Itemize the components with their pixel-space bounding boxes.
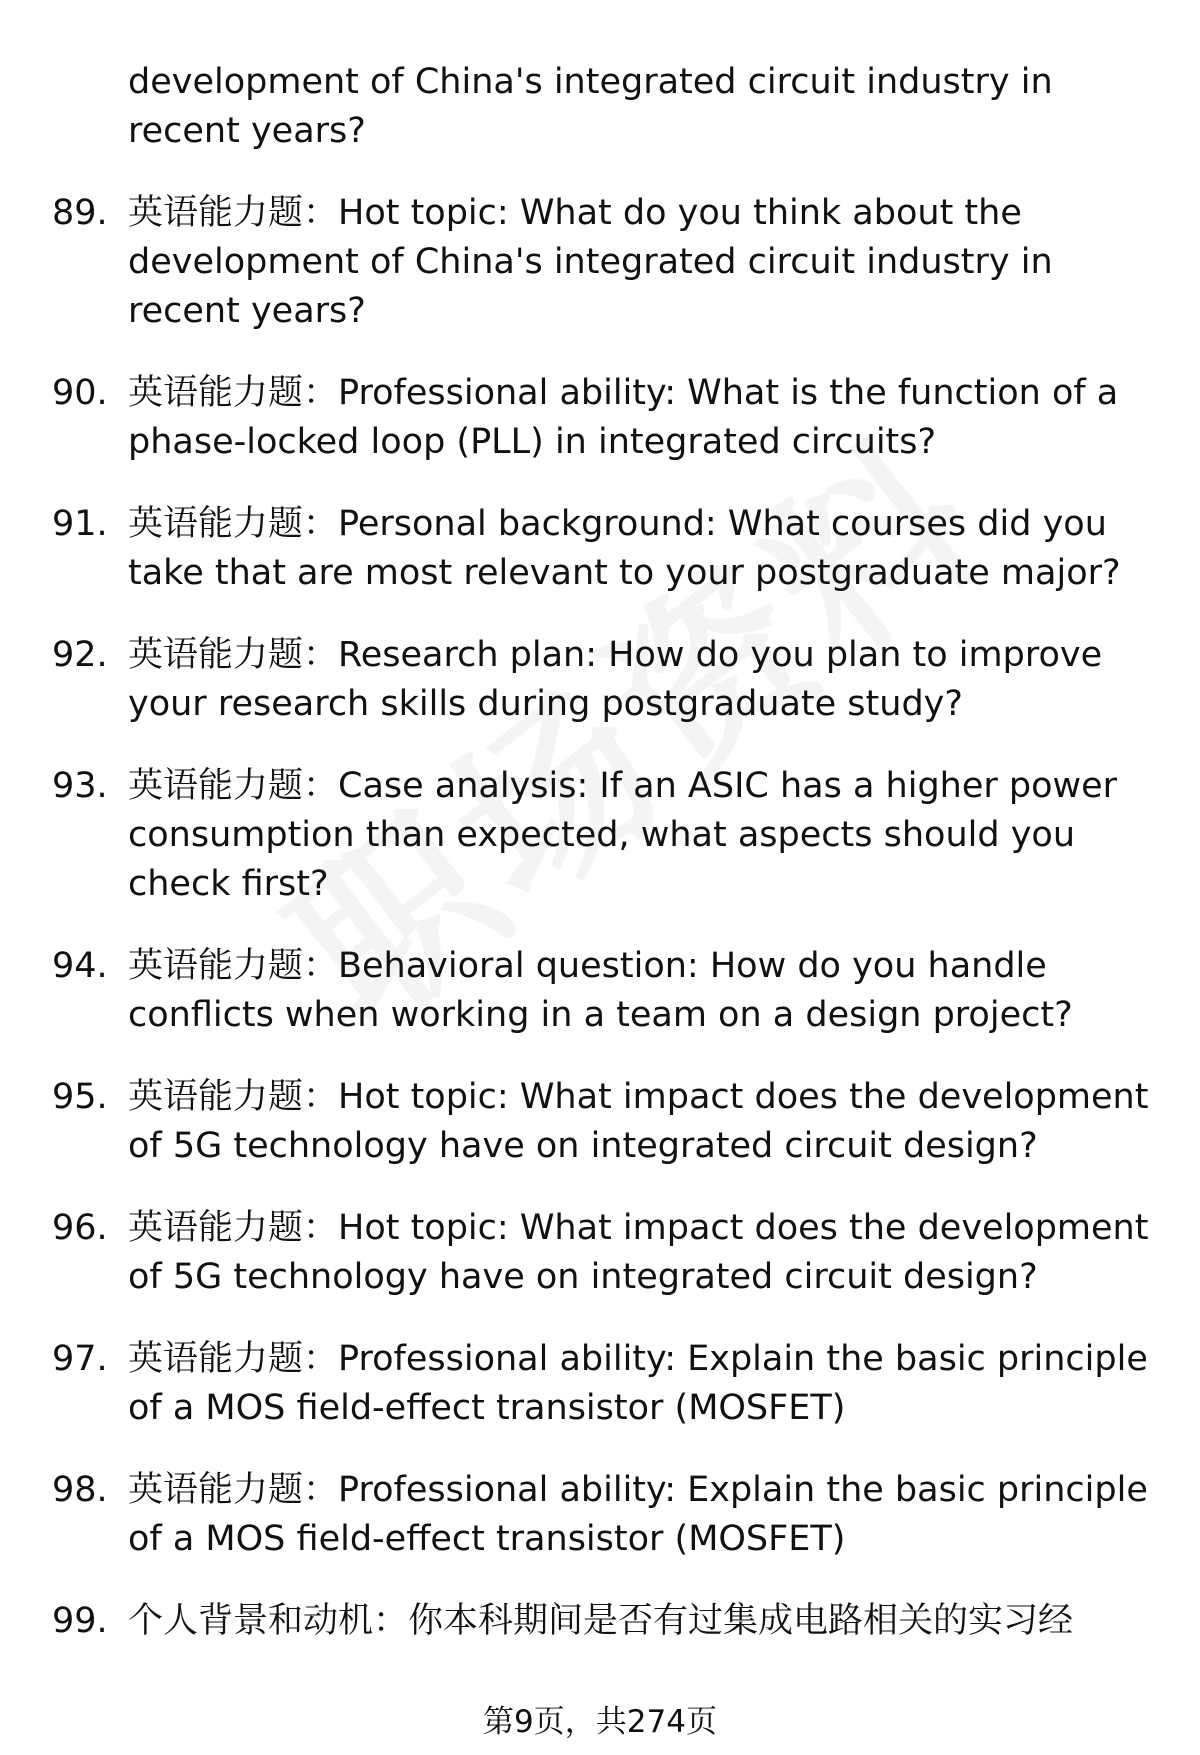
item-number: 97. [52, 1339, 108, 1379]
list-item [52, 1073, 1152, 1171]
list-item [52, 762, 1152, 909]
list-item [52, 1335, 1152, 1433]
list-item [52, 500, 1152, 598]
item-number: 90. [52, 373, 108, 413]
item-number: 89. [52, 193, 108, 233]
item-number: 95. [52, 1077, 108, 1117]
item-number: 94. [52, 946, 108, 986]
item-number: 92. [52, 635, 108, 675]
item-text: 英语能力题：Hot topic: What impact does the development of 5G technology have on integrated circuit design? [128, 1077, 1149, 1166]
item-text: 英语能力题：Personal background: What courses did you take that are most relevant to your postgraduate major? [128, 504, 1121, 593]
list-item [52, 369, 1152, 467]
item-text: 个人背景和动机：你本科期间是否有过集成电路相关的实习经 [128, 1601, 1074, 1641]
item-text: 英语能力题：Case analysis: If an ASIC has a higher power consumption than expected, what aspects should you check first? [128, 766, 1118, 904]
item-text: 英语能力题：Hot topic: What do you think about the development of China's integrated circuit industry in recent years? [128, 193, 1053, 331]
list-item [52, 1204, 1152, 1302]
item-text: 英语能力题：Professional ability: Explain the basic principle of a MOS field-effect transistor (MOSFET) [128, 1339, 1148, 1428]
item-text: 英语能力题：Research plan: How do you plan to improve your research skills during postgraduate study? [128, 635, 1103, 724]
item-number: 96. [52, 1208, 108, 1248]
list-item [52, 631, 1152, 729]
item-number: 91. [52, 504, 108, 544]
list-item [52, 1466, 1152, 1564]
question-list [52, 58, 1152, 1679]
item-number: 99. [52, 1601, 108, 1641]
list-item [52, 942, 1152, 1040]
item-text: 英语能力题：Professional ability: Explain the basic principle of a MOS field-effect transistor (MOSFET) [128, 1470, 1148, 1559]
item-text: 英语能力题：Hot topic: What impact does the development of 5G technology have on integrated circuit design? [128, 1208, 1149, 1297]
item-number: 98. [52, 1470, 108, 1510]
page-footer: 第9页，共274页 [483, 1704, 717, 1740]
item-text: 英语能力题：Behavioral question: How do you handle conflicts when working in a team on a design project? [128, 946, 1073, 1035]
item-text: 英语能力题：Professional ability: What is the function of a phase-locked loop (PLL) in integrated circuits? [128, 373, 1119, 462]
list-item [52, 1597, 1152, 1646]
item-number: 93. [52, 766, 108, 806]
list-item [52, 189, 1152, 336]
continuation-text: development of China's integrated circuit industry in recent years? [128, 62, 1053, 151]
